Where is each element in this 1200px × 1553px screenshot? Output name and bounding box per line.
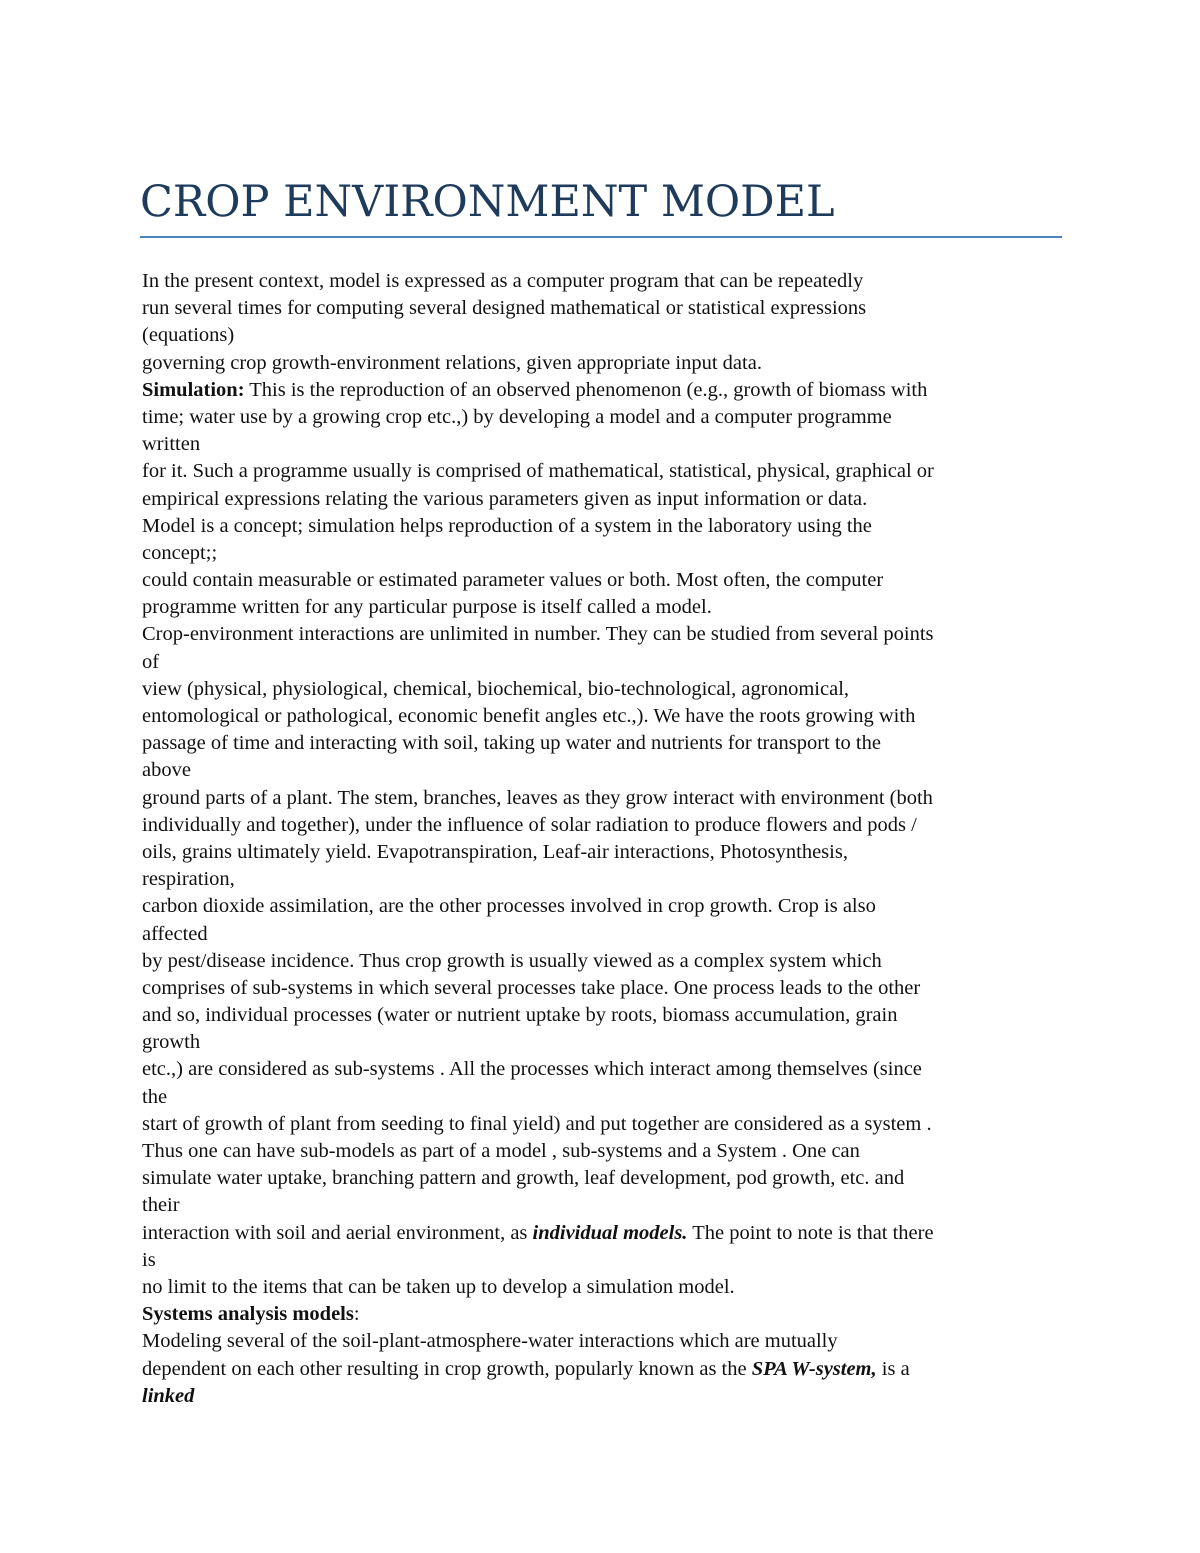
text-segment: individually and together), under the influence of solar radiation to produce flowers and pods / xyxy=(142,813,917,836)
text-line xyxy=(142,948,1062,975)
text-line xyxy=(142,350,1062,377)
text-segment: and so, individual processes (water or nutrient uptake by roots, biomass accumulation, grain xyxy=(142,1004,898,1027)
text-segment: ground parts of a plant. The stem, branches, leaves as they grow interact with environment (both xyxy=(142,786,933,809)
text-segment: governing crop growth-environment relations, given appropriate input data. xyxy=(142,351,762,374)
text-line xyxy=(142,757,1062,784)
text-line xyxy=(142,377,1062,404)
text-line xyxy=(142,1328,1062,1355)
text-segment: is xyxy=(142,1248,156,1271)
text-segment: the xyxy=(142,1085,168,1108)
text-segment: programme written for any particular purpose is itself called a model. xyxy=(142,596,712,619)
emphasized-text: Simulation: xyxy=(142,378,245,401)
text-line xyxy=(142,486,1062,513)
text-segment: could contain measurable or estimated parameter values or both. Most often, the computer xyxy=(142,569,884,592)
text-line xyxy=(142,1002,1062,1029)
text-segment: is a xyxy=(876,1357,910,1380)
text-line xyxy=(142,1056,1062,1083)
text-line xyxy=(142,1301,1062,1328)
text-line xyxy=(142,866,1062,893)
emphasized-text: SPA W-system, xyxy=(751,1357,877,1380)
text-line xyxy=(142,458,1062,485)
text-line xyxy=(142,1029,1062,1056)
text-segment: their xyxy=(142,1194,180,1217)
text-segment: growth xyxy=(142,1031,201,1054)
text-segment: entomological or pathological, economic benefit angles etc.,). We have the roots growing with xyxy=(142,705,916,727)
text-segment: comprises of sub-systems in which several processes take place. One process leads to the other xyxy=(142,976,921,999)
text-segment: of xyxy=(142,650,160,673)
text-line xyxy=(142,785,1062,812)
text-line xyxy=(142,975,1062,1002)
text-line xyxy=(142,703,1062,730)
text-line xyxy=(142,513,1062,540)
text-segment: view (physical, physiological, chemical, biochemical, bio-technological, agronomical, xyxy=(142,677,850,700)
emphasized-text: linked xyxy=(142,1384,195,1407)
text-line xyxy=(142,893,1062,920)
text-segment: above xyxy=(142,759,191,782)
emphasized-text: Systems analysis models xyxy=(142,1303,354,1326)
text-line xyxy=(142,1165,1062,1192)
text-segment: time; water use by a growing crop etc.,) by developing a model and a computer programme xyxy=(142,405,892,428)
text-segment: carbon dioxide assimilation, are the other processes involved in crop growth. Crop is also xyxy=(142,895,876,918)
text-segment: for it. Such a programme usually is comprised of mathematical, statistical, physical, graphical or xyxy=(142,460,934,483)
text-segment: run several times for computing several designed mathematical or statistical expressions xyxy=(142,297,867,320)
text-segment: start of growth of plant from seeding to final yield) and put together are considered as a system . xyxy=(142,1112,932,1135)
text-segment: The point to note is that there xyxy=(687,1221,934,1244)
text-line xyxy=(142,676,1062,703)
text-segment: Model is a concept; simulation helps reproduction of a system in the laboratory using the xyxy=(142,514,872,537)
text-segment: no limit to the items that can be taken up to develop a simulation model. xyxy=(142,1275,735,1298)
text-line xyxy=(142,1111,1062,1138)
text-line xyxy=(142,1192,1062,1219)
text-segment: written xyxy=(142,433,201,456)
text-segment: oils, grains ultimately yield. Evapotranspiration, Leaf-air interactions, Photosynthesis, xyxy=(142,840,848,863)
document-body xyxy=(142,268,1062,1410)
text-line xyxy=(142,1247,1062,1274)
text-segment: In the present context, model is expressed as a computer program that can be repeatedly xyxy=(142,270,864,292)
text-segment: interaction with soil and aerial environment, as xyxy=(142,1221,533,1244)
text-line xyxy=(142,431,1062,458)
text-line xyxy=(142,621,1062,648)
title-underline xyxy=(140,236,1062,238)
text-segment: Modeling several of the soil-plant-atmosphere-water interactions which are mutually xyxy=(142,1330,838,1353)
text-line xyxy=(142,1084,1062,1111)
text-segment: Thus one can have sub-models as part of a model , sub-systems and a System . One can xyxy=(142,1140,860,1162)
text-segment: concept;; xyxy=(142,541,218,564)
text-line xyxy=(142,1220,1062,1247)
text-segment: simulate water uptake, branching pattern and growth, leaf development, pod growth, etc. and xyxy=(142,1167,905,1190)
text-segment: This is the reproduction of an observed phenomenon (e.g., growth of biomass with xyxy=(244,378,928,401)
text-line xyxy=(142,540,1062,567)
text-segment: affected xyxy=(142,922,208,945)
text-line xyxy=(142,594,1062,621)
text-segment: respiration, xyxy=(142,868,235,891)
text-line xyxy=(142,921,1062,948)
text-line xyxy=(142,839,1062,866)
document-title: CROP ENVIRONMENT MODEL xyxy=(140,177,835,227)
text-line xyxy=(142,295,1062,322)
text-segment: passage of time and interacting with soil, taking up water and nutrients for transport to the xyxy=(142,732,881,755)
text-line xyxy=(142,649,1062,676)
text-segment: by pest/disease incidence. Thus crop growth is usually viewed as a complex system which xyxy=(142,949,882,972)
text-segment: : xyxy=(353,1303,360,1326)
text-line xyxy=(142,404,1062,431)
text-line xyxy=(142,812,1062,839)
text-line xyxy=(142,730,1062,757)
emphasized-text: individual models. xyxy=(532,1221,688,1244)
text-line xyxy=(142,322,1062,349)
text-line xyxy=(142,1138,1062,1165)
text-line xyxy=(142,1274,1062,1301)
text-line xyxy=(142,1356,1062,1383)
text-segment: dependent on each other resulting in crop growth, popularly known as the xyxy=(142,1357,752,1380)
text-segment: etc.,) are considered as sub-systems . All the processes which interact among themselves (since xyxy=(142,1058,922,1081)
text-line xyxy=(142,567,1062,594)
text-segment: (equations) xyxy=(142,324,235,347)
text-segment: Crop-environment interactions are unlimited in number. They can be studied from several points xyxy=(142,623,934,646)
text-segment: empirical expressions relating the various parameters given as input information or data. xyxy=(142,487,868,510)
text-line xyxy=(142,268,1062,295)
text-line xyxy=(142,1383,1062,1410)
